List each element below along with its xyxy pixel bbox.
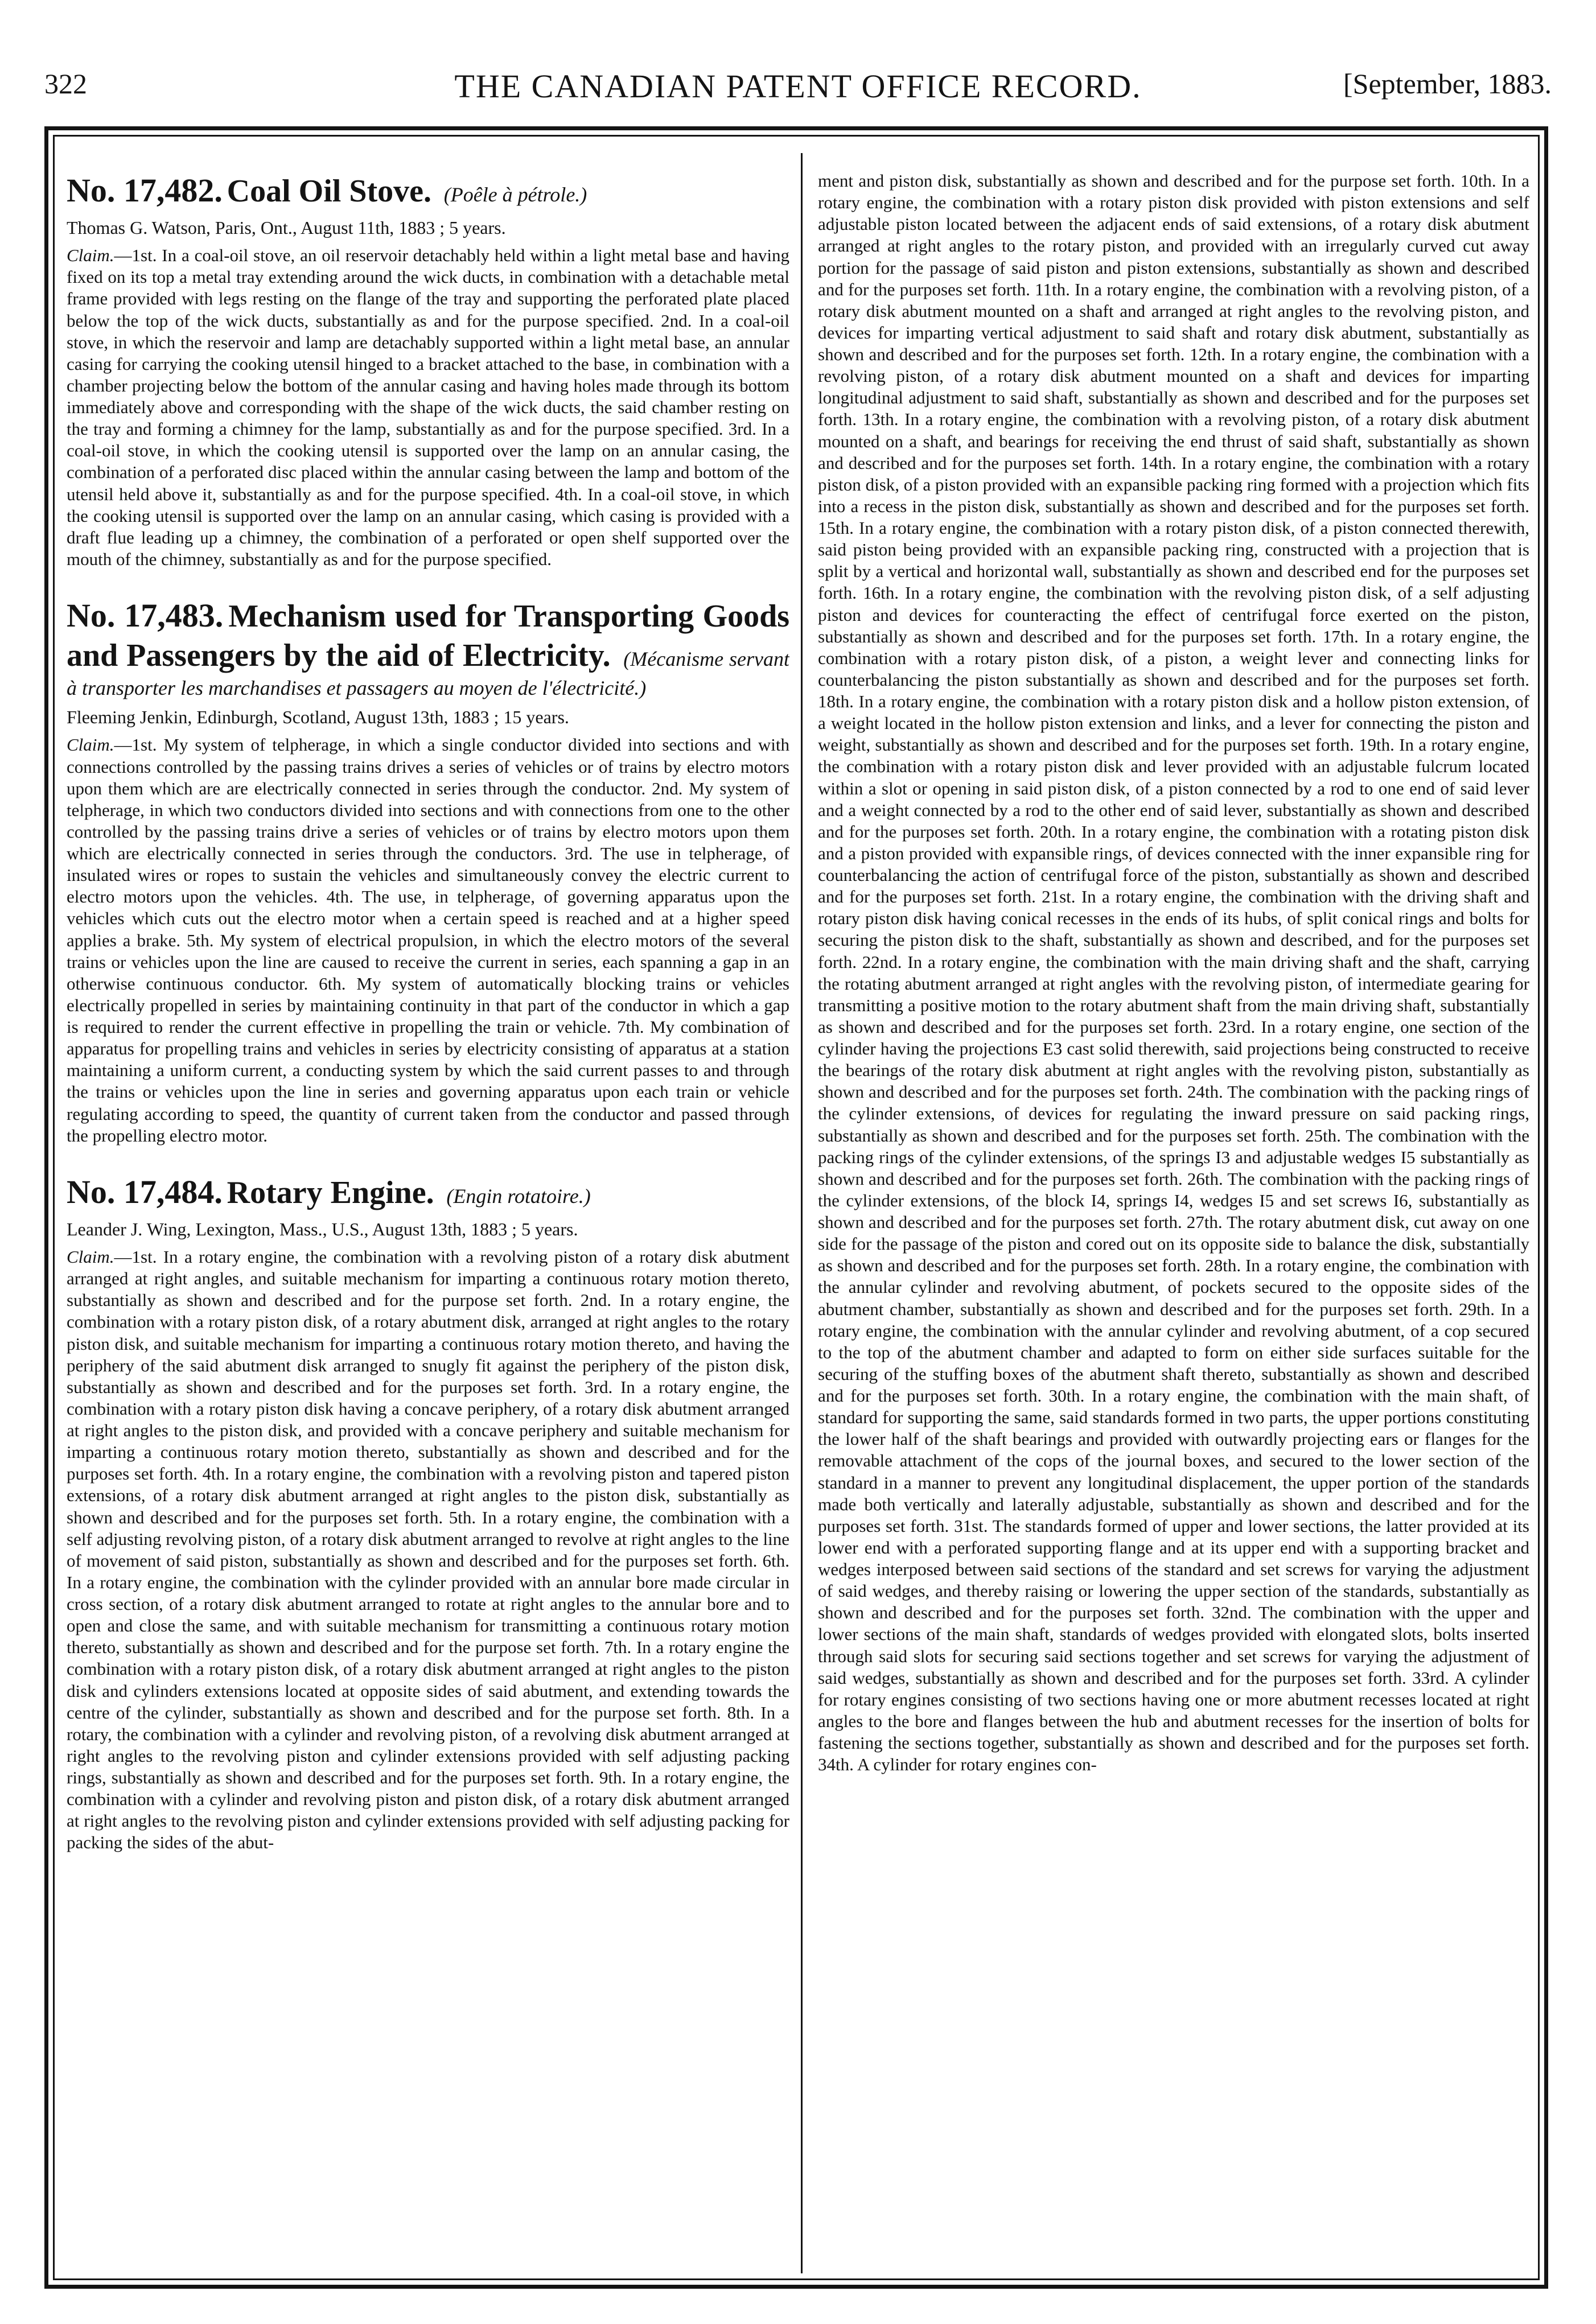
patentee-line: Leander J. Wing, Lexington, Mass., U.S., August 13th, 1883 ; 5 years. bbox=[67, 1218, 578, 1239]
column-divider bbox=[801, 153, 803, 2273]
patent-entry bbox=[67, 595, 789, 1147]
patent-number: No. 17,483. bbox=[67, 597, 224, 634]
patent-heading bbox=[67, 170, 789, 211]
patent-number: No. 17,482. bbox=[67, 172, 223, 209]
claim-text: —1st. In a rotary engine, the combination with a revolving piston of a rotary disk abutment arranged at right angles, and suitable mechanism for imparting a continuous rotary motion thereto, substantially as shown and described and for the purpose set forth. 2nd. In a rotary engine, the combination with a rotary piston disk, of a rotary abutment disk, arranged at right angles to the rotary piston disk, and suitable mechanism for imparting a continuous rotary motion thereto, and having the periphery of the said abutment disk arranged to snugly fit against the periphery of the piston disk, substantially as shown and described and for the purposes set forth. 3rd. In a rotary engine, the combination with a rotary piston disk having a concave periphery, of a rotary disk abutment arranged at right angles to the piston disk, and provided with a concave periphery and suitable mechanism for imparting a continuous rotary motion thereto, substantially as shown and described and for the purposes set forth. 4th. In a rotary engine, the combination with a revolving piston and tapered piston extensions, of a rotary disk abutment arranged at right angles to the piston disk, substantially as shown and described and for the purposes set forth. 5th. In a rotary engine, the combination with a self adjusting revolving piston, of a rotary disk abutment arranged to revolve at right angles to the line of movement of said piston, substantially as shown and described and for the purposes set forth. 6th. In a rotary engine, the combination with the cylinder provided with an annular bore made circular in cross section, of a rotary disk abutment arranged to rotate at right angles to the annular bore and to open and close the same, and with suitable mechanism for transmitting a continuous rotary motion thereto, substantially as shown and described and for the purpose set forth. 7th. In a rotary engine the combination with a rotary piston disk, of a rotary disk abutment arranged at right angles to the piston disk and cylinders extensions located at opposite sides of said abutment, and extending towards the centre of the cylinder, substantially as shown and described and for the purpose set forth. 8th. In a rotary, the combination with a cylinder and revolving piston, of a revolving disk abutment arranged at right angles to the revolving piston and cylinder extensions provided with self adjusting packing rings, substantially as shown and described and for the purposes set forth. 9th. In a rotary engine, the combination with a cylinder and revolving piston and piston disk, of a rotary disk abutment arranged at right angles to the revolving piston and cylinder extensions provided with self adjusting packing for packing the sides of the abut- bbox=[67, 1247, 789, 1853]
patent-claims bbox=[67, 734, 789, 1146]
patentee-line: Thomas G. Watson, Paris, Ont., August 11th, 1883 ; 5 years. bbox=[67, 217, 506, 238]
patent-french-title: (Poêle à pétrole.) bbox=[443, 183, 587, 206]
page-header bbox=[44, 67, 1552, 118]
patent-heading bbox=[67, 1172, 789, 1213]
patent-claims bbox=[67, 245, 789, 570]
patent-french-title: (Engin rotatoire.) bbox=[446, 1184, 591, 1208]
patentee-line: Fleeming Jenkin, Edinburgh, Scotland, August 13th, 1883 ; 15 years. bbox=[67, 707, 569, 728]
patent-claims bbox=[67, 1246, 789, 1854]
patent-heading bbox=[67, 595, 789, 701]
claim-label: Claim. bbox=[67, 735, 114, 755]
patent-title: Rotary Engine. bbox=[227, 1175, 434, 1210]
claim-label: Claim. bbox=[67, 1247, 114, 1267]
journal-title: THE CANADIAN PATENT OFFICE RECORD. bbox=[454, 68, 1142, 105]
patent-title: Coal Oil Stove. bbox=[227, 174, 431, 209]
claim-text: —1st. In a coal-oil stove, an oil reservoir detachably held within a light metal base and having fixed on its top a metal tray extending around the wick ducts, in combination with a detachable metal frame provided with legs resting on the flange of the tray and supporting the perforated plate placed below the top of the wick ducts, substantially as and for the purpose specified. 2nd. In a coal-oil stove, in which the reservoir and lamp are detachably supported within a light metal base, an annular casing for carrying the cooking utensil hinged to a bracket attached to the base, in combination with a chamber projecting below the bottom of the annular casing and having holes made through its bottom immediately above and corresponding with the shape of the wick ducts, the said chamber resting on the tray and forming a chimney for the lamp, substantially as and for the purpose specified. 3rd. In a coal-oil stove, in which the cooking utensil is supported over the lamp on an annular casing, the combination of a perforated disc placed within the annular casing between the lamp and bottom of the utensil held above it, substantially as and for the purpose specified. 4th. In a coal-oil stove, in which the cooking utensil is supported over the lamp on an annular casing, which casing is provided with a draft flue leading up a chimney, the combination of a perforated or open shelf supported over the mouth of the chimney, substantially as and for the purpose specified. bbox=[67, 245, 789, 569]
page-number: 322 bbox=[44, 68, 87, 100]
left-column bbox=[67, 170, 789, 2268]
issue-date: [September, 1883. bbox=[1343, 68, 1552, 100]
page-frame bbox=[44, 126, 1548, 2289]
patent-number: No. 17,484. bbox=[67, 1173, 223, 1210]
patent-french-title: (Mécanisme servant à transporter les marchandises et passagers au moyen de l'électricité.) bbox=[67, 647, 789, 699]
continued-claims: ment and piston disk, substantially as shown and described and for the purpose set forth. 10th. In a rotary engine, the combination with a rotary piston disk provided with piston extensions and self adjustable piston located between the adjacent ends of said extensions, of a rotary disk abutment arranged at right angles to the rotary piston, and provided with an irregularly curved cut away portion for the passage of said piston and piston extensions, substantially as shown and described and for the purposes set forth. 11th. In a rotary engine, the combination with a revolving piston, of a rotary disk abutment mounted on a shaft and arranged at right angles to the revolving piston, and devices for imparting vertical adjustment to said shaft and rotary disk abutment, substantially as shown and described and for the purposes set forth. 12th. In a rotary engine, the combination with a revolving piston, of a rotary disk abutment mounted on a shaft and devices for imparting longitudinal adjustment to said shaft, substantially as shown and described and for the purposes set forth. 13th. In a rotary engine, the combination with a revolving piston, of a rotary disk abutment mounted on a shaft, and bearings for receiving the end thrust of said shaft, substantially as shown and described and for the purposes set forth. 14th. In a rotary engine, the combination with a rotary piston disk, of a piston provided with an expansible packing ring formed with a projection which fits into a recess in the piston disk, substantially as shown and described and for the purposes set forth. 15th. In a rotary engine, the combination with a rotary piston disk, of a piston connected therewith, said piston being provided with an expansible packing ring, constructed with a projection that is split by a vertical and horizontal wall, substantially as shown and described end for the purposes set forth. 16th. In a rotary engine, the combination with the revolving piston disk, of a self adjusting piston and devices for counteracting the effect of centrifugal force exerted on the piston, substantially as shown and described and for the purposes set forth. 17th. In a rotary engine, the combination with a rotary piston disk, of a piston, a weight lever and connecting links for counterbalancing the piston substantially as shown and described and for the purposes set forth. 18th. In a rotary engine, the combination with a rotary piston disk and a hollow piston extension, of a weight located in the hollow piston extension and links, and a lever for connecting the piston and weight, substantially as shown and described and for the purposes set forth. 19th. In a rotary engine, the combination with a rotary piston disk and lever provided with an adjustable fulcrum located within a slot or opening in said piston disk, of a piston connected by a rod to one end of said lever and a weight connected by a rod to the other end of said lever, substantially as shown and described and for the purposes set forth. 20th. In a rotary engine, the combination with a rotating piston disk and a piston provided with expansible rings, of devices connected with the inner expansible ring for counterbalancing the action of centrifugal force of the piston, substantially as shown and described and for the purposes set forth. 21st. In a rotary engine, the combination with the driving shaft and rotary piston disk having conical recesses in the ends of its hubs, of split conical rings and bolts for securing the piston disk to the shaft, substantially as shown and described, and for the purposes set forth. 22nd. In a rotary engine, the combination with the main driving shaft and the shaft, carrying the rotating abutment arranged at right angles with the revolving piston, of intermediate gearing for transmitting a positive motion to the rotary abutment shaft from the main driving shaft, substantially as shown and described and for the purposes set forth. 23rd. In a rotary engine, one section of the cylinder having the projections E3 cast solid therewith, said projections being constructed to receive the bearings of the rotary disk abutment at right angles with the revolving piston, substantially as shown and described and for the purposes set forth. 24th. The combination with the packing rings of the cylinder extensions, of devices for regulating the inward pressure on said packing rings, substantially as shown and described and for the purposes set forth. 25th. The combination with the packing rings of the cylinder extensions, of the springs I3 and adjustable wedges I5 substantially as shown and described and for the purposes set forth. 26th. The combination with the packing rings of the cylinder extensions, of the block I4, springs I4, wedges I5 and set screws I6, substantially as shown and described and for the purposes set forth. 27th. The rotary abutment disk, cut away on one side for the passage of the piston and cored out on its opposite side to balance the disk, substantially as shown and described and for the purposes set forth. 28th. In a rotary engine, the combination with the annular cylinder and revolving abutment, of pockets secured to the opposite sides of the abutment chamber, substantially as shown and described and for the purposes set forth. 29th. In a rotary engine, the combination with the annular cylinder and revolving abutment, of a cop secured to the top of the abutment chamber and adapted to form on either side surfaces suitable for the securing of the stuffing boxes of the abutment shaft thereto, substantially as shown and described and for the purposes set forth. 30th. In a rotary engine, the combination with the main shaft, of standard for supporting the same, said standards formed in two parts, the upper portions constituting the lower half of the shaft bearings and provided with outwardly projecting ears or flanges for the removable attachment of the cops of the journal boxes, and secured to the lower section of the standard in a manner to prevent any longitudinal displacement, the upper portion of the standards made both vertically and laterally adjustable, substantially as shown and described and for the purposes set forth. 31st. The standards formed of upper and lower sections, the latter provided at its lower end with a perforated supporting flange and at its upper end with a supporting bracket and wedges interposed between said sections of the standard and set screws for varying the adjustment of said wedges, and thereby raising or lowering the upper section of the standards, substantially as shown and described and for the purposes set forth. 32nd. The combination with the upper and lower sections of the main shaft, standards of wedges provided with elongated slots, bolts inserted through said slots for securing said sections together and set screws for varying the adjustment of said wedges, substantially as shown and described and for the purposes set forth. 33rd. A cylinder for rotary engines consisting of two sections having one or more abutment recesses located at right angles to the bore and flanges between the hub and abutment recesses for the insertion of bolts for fastening the sections together, substantially as shown and described and for the purposes set forth. 34th. A cylinder for rotary engines con- bbox=[818, 171, 1529, 1775]
patent-entry bbox=[67, 1172, 789, 1854]
patent-entry bbox=[67, 170, 789, 570]
patent-title: Mechanism used for Transporting Goods and Passengers by the aid of Electricity. bbox=[67, 599, 789, 673]
right-column bbox=[818, 170, 1529, 2268]
claim-label: Claim. bbox=[67, 245, 114, 266]
claim-text: —1st. My system of telpherage, in which a single conductor divided into sections and with connections controlled by the passing trains drives a series of vehicles or of trains by electro motors upon them which are are electrically connected in series through the conductor. 2nd. My system of telpherage, in which two conductors divided into sections and with connections from one to the other controlled by the passing trains drive a series of vehicles or of trains by electro motors upon them which are electrically connected in series through the conductors. 3rd. The use in telpherage, of insulated wires or ropes to sustain the vehicles and simultaneously convey the electric current to electro motors upon the vehicles. 4th. The use, in telpherage, of governing apparatus upon the vehicles which cuts out the electro motor when a certain speed is reached and at a higher speed applies a brake. 5th. My system of electrical propulsion, in which the electro motors of the several trains or vehicles upon the line are caused to receive the current in series, each spanning a gap in an otherwise continuous conductor. 6th. My system of automatically blocking trains or vehicles electrically propelled in series by maintaining continuity in that part of the conductor in which a gap is required to render the current effective in propelling the train or vehicle. 7th. My combination of apparatus for propelling trains and vehicles in series by electricity consisting of apparatus at a station maintaining a uniform current, a conducting system by which the said current passes to and through the trains or vehicles upon the line in series and governing apparatus upon each train or vehicle regulating according to speed, the quantity of current taken from the conductor and passed through the propelling electro motor. bbox=[67, 735, 789, 1145]
